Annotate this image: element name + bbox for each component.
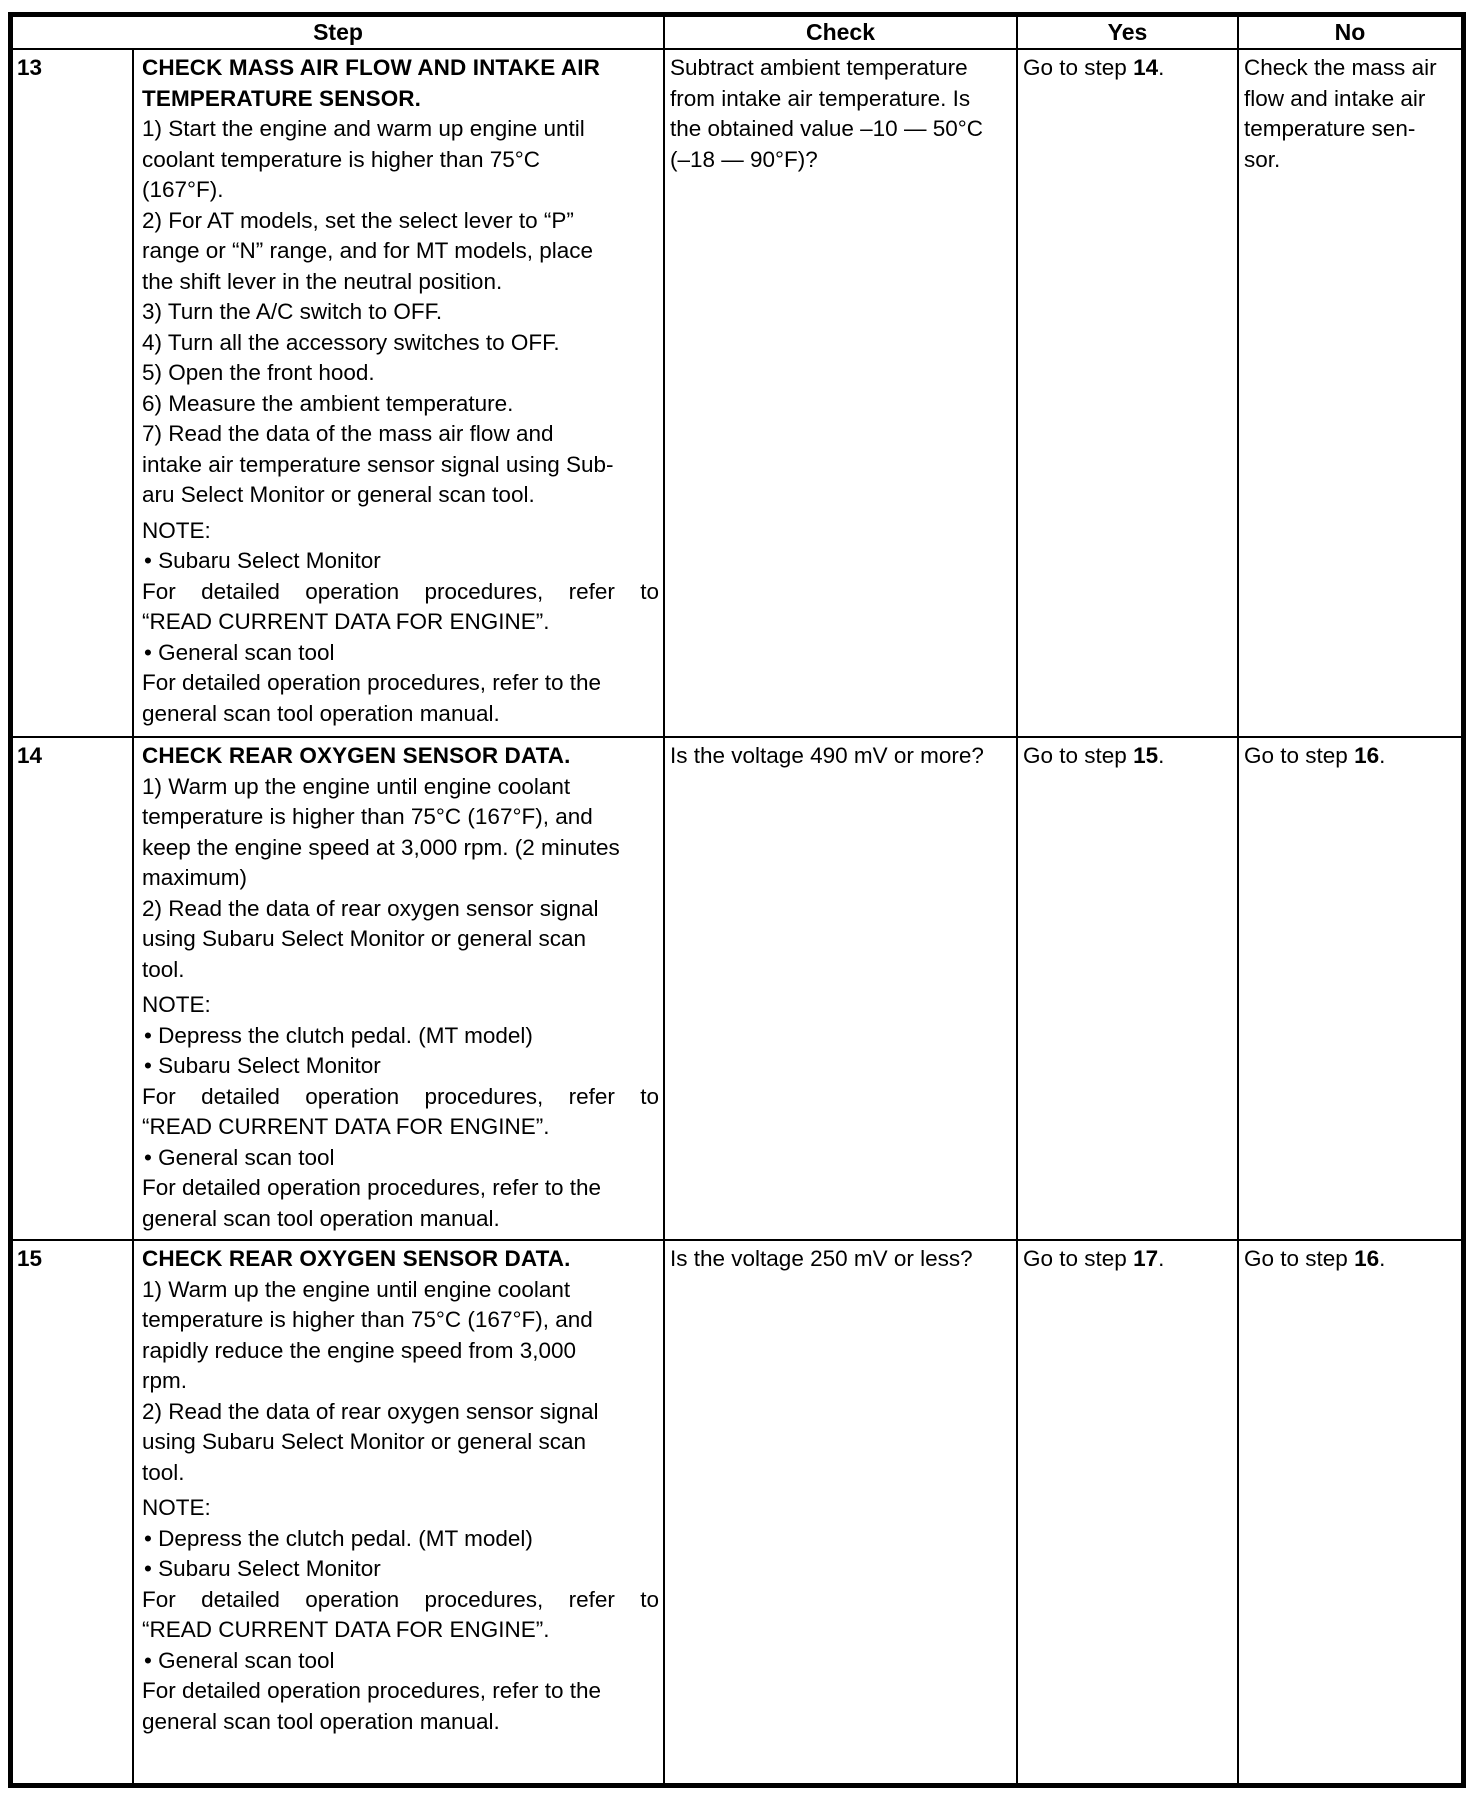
note-label: NOTE: (142, 992, 211, 1017)
yes-cell (1017, 737, 1238, 1240)
no-suffix: . (1379, 743, 1386, 768)
check-text-line: the obtained value –10 — 50°C (670, 116, 983, 141)
no-cell (1238, 1240, 1462, 1784)
yes-prefix: Go to step (1023, 55, 1134, 80)
step-text-line: 6) Measure the ambient temperature. (142, 390, 514, 416)
note-text: For detailed operation procedures, refer to the (142, 1175, 602, 1200)
note-bullet: • General scan tool (142, 1143, 659, 1174)
check-text-line: (–18 — 90°F)? (670, 146, 818, 172)
table-header-row (12, 16, 1462, 49)
step-title-line: TEMPERATURE SENSOR. (142, 85, 422, 111)
yes-prefix: Go to step (1023, 1246, 1134, 1271)
step-text-line: maximum) (142, 865, 247, 890)
step-text-line: 7) Read the data of the mass air flow and (142, 421, 554, 446)
step-text-line: 5) Open the front hood. (142, 360, 375, 385)
step-title-line: CHECK REAR OXYGEN SENSOR DATA. (142, 1246, 571, 1271)
note-bullet: • Depress the clutch pedal. (MT model) (142, 1524, 659, 1555)
note-text: general scan tool operation manual. (142, 1708, 500, 1734)
step-text-line: tool. (142, 956, 185, 982)
note-bullet: • Subaru Select Monitor (142, 1051, 659, 1082)
step-text-line: temperature is higher than 75°C (167°F), and (142, 804, 593, 829)
step-text-line: temperature is higher than 75°C (167°F), and (142, 1307, 593, 1332)
no-step-link: 16 (1354, 1246, 1380, 1271)
step-instructions (133, 49, 664, 737)
step-text-line: 2) For AT models, set the select lever to “P” (142, 207, 574, 233)
note-text: general scan tool operation manual. (142, 700, 500, 726)
yes-suffix: . (1158, 55, 1165, 80)
note-text: For detailed operation procedures, refer to (142, 1586, 659, 1612)
table-row-step-14 (12, 737, 1462, 1240)
header-check: Check (664, 16, 1017, 49)
step-text-line: 2) Read the data of rear oxygen sensor signal (142, 895, 599, 921)
note-bullet: • Subaru Select Monitor (142, 546, 659, 577)
yes-step-link: 17 (1133, 1246, 1159, 1271)
step-text-line: keep the engine speed at 3,000 rpm. (2 minutes (142, 834, 620, 860)
step-text-line: using Subaru Select Monitor or general scan (142, 926, 587, 951)
note-bullet: • General scan tool (142, 1646, 659, 1677)
note-bullet: • Subaru Select Monitor (142, 1554, 659, 1585)
step-text-line: rpm. (142, 1368, 187, 1393)
no-cell (1238, 737, 1462, 1240)
note-reference: “READ CURRENT DATA FOR ENGINE”. (142, 1114, 550, 1139)
step-text-line: 1) Start the engine and warm up engine until (142, 116, 585, 141)
note-text: For detailed operation procedures, refer to the (142, 1678, 602, 1703)
check-text-line: from intake air temperature. Is (670, 85, 971, 111)
check-text-line: Is the voltage 490 mV or more? (670, 743, 984, 768)
no-text-line: Check the mass air (1244, 55, 1437, 80)
diagnostic-procedure-table (8, 12, 1466, 1788)
header-no: No (1238, 16, 1462, 49)
no-prefix: Go to step (1244, 743, 1355, 768)
procedure-table (11, 15, 1463, 1785)
step-instructions (133, 737, 664, 1240)
table-row-step-15 (12, 1240, 1462, 1784)
step-text-line: intake air temperature sensor signal using Sub- (142, 451, 614, 477)
step-text-line: (167°F). (142, 177, 224, 202)
check-text-line: Subtract ambient temperature (670, 55, 968, 80)
step-title-line: CHECK MASS AIR FLOW AND INTAKE AIR (142, 55, 600, 80)
note-reference: “READ CURRENT DATA FOR ENGINE”. (142, 1617, 550, 1642)
step-text-line: tool. (142, 1459, 185, 1485)
yes-suffix: . (1158, 1246, 1165, 1271)
check-cell (664, 737, 1017, 1240)
no-text-line: sor. (1244, 146, 1281, 172)
step-instructions (133, 1240, 664, 1784)
step-title-line: CHECK REAR OXYGEN SENSOR DATA. (142, 743, 571, 768)
step-text-line: 1) Warm up the engine until engine coolant (142, 773, 571, 799)
table-row-step-13 (12, 49, 1462, 737)
step-text-line: 1) Warm up the engine until engine coolant (142, 1276, 571, 1302)
step-text-line: aru Select Monitor or general scan tool. (142, 482, 535, 507)
note-text: general scan tool operation manual. (142, 1205, 500, 1231)
check-text-line: Is the voltage 250 mV or less? (670, 1246, 973, 1271)
note-label: NOTE: (142, 517, 211, 543)
yes-prefix: Go to step (1023, 743, 1134, 768)
no-prefix: Go to step (1244, 1246, 1355, 1271)
note-text: For detailed operation procedures, refer to the (142, 670, 602, 695)
no-text-line: temperature sen- (1244, 116, 1416, 141)
header-step: Step (12, 16, 664, 49)
yes-step-link: 14 (1133, 55, 1159, 80)
step-number: 15 (12, 1240, 133, 1784)
note-text: For detailed operation procedures, refer to (142, 578, 659, 604)
no-step-link: 16 (1354, 743, 1380, 768)
step-text-line: 3) Turn the A/C switch to OFF. (142, 299, 443, 324)
no-text-line: flow and intake air (1244, 85, 1426, 111)
note-label: NOTE: (142, 1495, 211, 1520)
step-text-line: using Subaru Select Monitor or general scan (142, 1429, 587, 1454)
note-bullet: • General scan tool (142, 638, 659, 669)
no-cell (1238, 49, 1462, 737)
check-cell (664, 49, 1017, 737)
step-text-line: 2) Read the data of rear oxygen sensor signal (142, 1398, 599, 1424)
yes-cell (1017, 49, 1238, 737)
step-text-line: coolant temperature is higher than 75°C (142, 146, 540, 172)
note-bullet: • Depress the clutch pedal. (MT model) (142, 1021, 659, 1052)
note-reference: “READ CURRENT DATA FOR ENGINE”. (142, 609, 550, 634)
yes-cell (1017, 1240, 1238, 1784)
check-cell (664, 1240, 1017, 1784)
step-number: 14 (12, 737, 133, 1240)
note-text: For detailed operation procedures, refer to (142, 1083, 659, 1109)
header-yes: Yes (1017, 16, 1238, 49)
no-suffix: . (1379, 1246, 1386, 1271)
step-text-line: rapidly reduce the engine speed from 3,000 (142, 1337, 577, 1363)
step-number: 13 (12, 49, 133, 737)
yes-suffix: . (1158, 743, 1165, 768)
step-text-line: 4) Turn all the accessory switches to OFF. (142, 329, 560, 355)
step-text-line: the shift lever in the neutral position. (142, 268, 503, 294)
yes-step-link: 15 (1133, 743, 1159, 768)
step-text-line: range or “N” range, and for MT models, place (142, 238, 594, 263)
